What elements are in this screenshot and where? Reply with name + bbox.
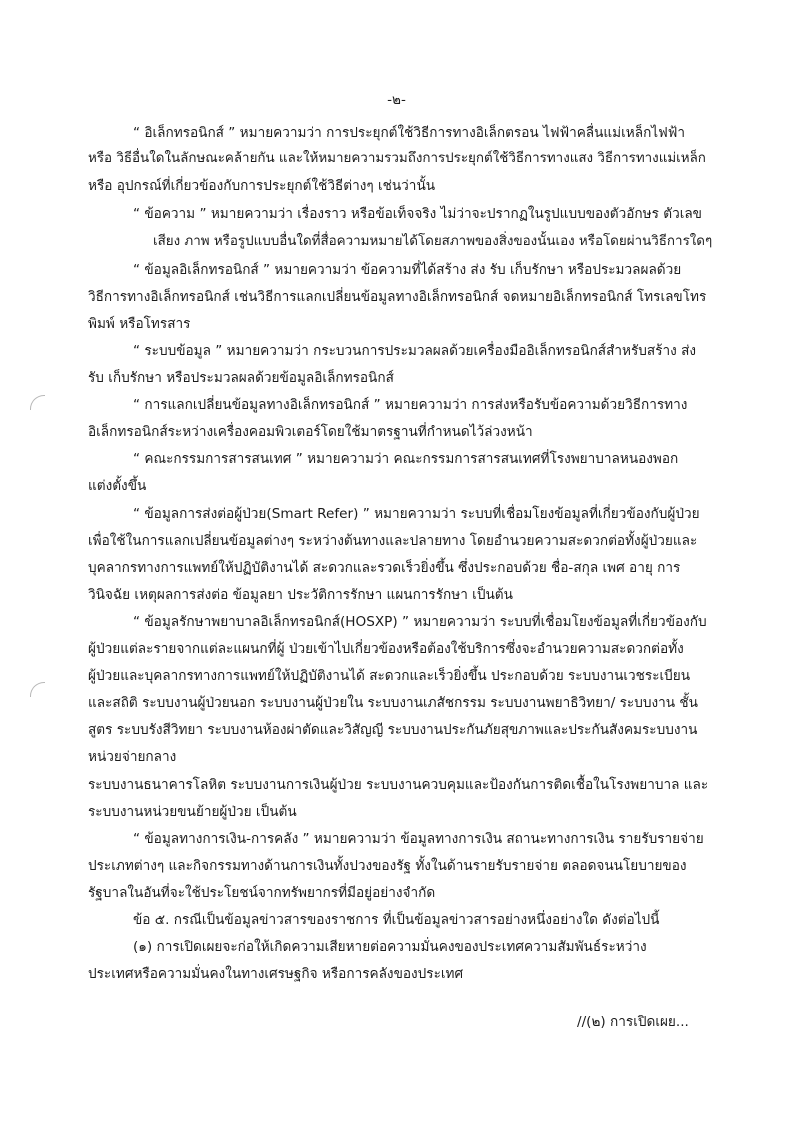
text-line: “ ระบบข้อมูล ” หมายความว่า กระบวนการประมวลผลด้วยเครื่องมืออิเล็กทรอนิกส์สำหรับสร้าง ส่ง [133,343,697,359]
text-line: เสียง ภาพ หรือรูปแบบอื่นใดที่สื่อความหมายได้โดยสภาพของสิ่งของนั้นเอง หรือโดยผ่านวิธีการใดๆ [153,234,713,249]
text-line: ประเทศหรือความมั่นคงในทางเศรษฐกิจ หรือการคลังของประเทศ [88,966,464,982]
text-line: รับ เก็บรักษา หรือประมวลผลด้วยข้อมูลอิเล็กทรอนิกส์ [88,370,394,386]
text-line: วินิจฉัย เหตุผลการส่งต่อ ข้อมูลยา ประวัติการรักษา แผนการรักษา เป็นต้น [88,587,513,603]
continuation-note: //(๒) การเปิดเผย... [577,1014,689,1030]
text-line: “ ข้อมูลรักษาพยาบาลอิเล็กทรอนิกส์(HOSXP) ” หมายความว่า ระบบที่เชื่อมโยงข้อมูลที่เกี่ยวข้องกับ [133,614,707,630]
page-number: -๒- [387,92,406,108]
hole-punch-mark [30,395,45,410]
text-line: “ ข้อความ ” หมายความว่า เรื่องราว หรือข้อเท็จจริง ไม่ว่าจะปรากฏในรูปแบบของตัวอักษร ตัวเลข [133,206,702,222]
text-line: “ อิเล็กทรอนิกส์ ” หมายความว่า การประยุกต์ใช้วิธีการทางอิเล็กตรอน ไฟฟ้าคลื่นแม่เหล็กไฟฟ้า [133,125,686,141]
text-line: “ ข้อมูลอิเล็กทรอนิกส์ ” หมายความว่า ข้อความที่ได้สร้าง ส่ง รับ เก็บรักษา หรือประมวลผลด้วย [133,262,682,278]
text-line: และสถิติ ระบบงานผู้ป่วยนอก ระบบงานผู้ป่วยใน ระบบงานเภสัชกรรม ระบบงานพยาธิวิทยา/ ระบบงาน ชั้น [88,695,698,711]
text-line: “ คณะกรรมการสารสนเทศ ” หมายความว่า คณะกรรมการสารสนเทศที่โรงพยาบาลหนองพอก [133,451,679,467]
text-line: สูตร ระบบรังสีวิทยา ระบบงานห้องผ่าตัดและวิสัญญี ระบบงานประกันภัยสุขภาพและประกันสังคมระบบงาน [88,722,698,738]
text-line: พิมพ์ หรือโทรสาร [88,316,191,332]
text-line: หรือ วิธีอื่นใดในลักษณะคล้ายกัน และให้หมายความรวมถึงการประยุกต์ใช้วิธีการทางแสง วิธีการทางแม่เหล็ก [88,151,706,166]
text-line: ระบบงานธนาคารโลหิต ระบบงานการเงินผู้ป่วย ระบบงานควบคุมและป้องกันการติดเชื้อในโรงพยาบาล และ [88,777,709,793]
text-line: อิเล็กทรอนิกส์ระหว่างเครื่องคอมพิวเตอร์โดยใช้มาตรฐานที่กำหนดไว้ล่วงหน้า [88,424,533,440]
text-line: เพื่อใช้ในการแลกเปลี่ยนข้อมูลต่างๆ ระหว่างต้นทางและปลายทาง โดยอำนวยความสะดวกต่อทั้งผู้ป่วยและ [88,533,698,549]
text-line: “ ข้อมูลการส่งต่อผู้ป่วย(Smart Refer) ” หมายความว่า ระบบที่เชื่อมโยงข้อมูลที่เกี่ยวข้องกับผู้ป่วย [133,506,700,522]
text-line: ผู้ป่วยแต่ละรายจากแต่ละแผนกที่ผู้ ป่วยเข้าไปเกี่ยวข้องหรือต้องใช้บริการซึ่งจะอำนวยความสะดวกต่อทั้ง [88,641,684,657]
text-line: (๑) การเปิดเผยจะก่อให้เกิดความเสียหายต่อความมั่นคงของประเทศความสัมพันธ์ระหว่าง [133,939,647,955]
text-line: หรือ อุปกรณ์ที่เกี่ยวข้องกับการประยุกต์ใช้วิธีต่างๆ เช่นว่านั้น [88,178,436,194]
text-line: รัฐบาลในอันที่จะใช้ประโยชน์จากทรัพยากรที่มีอยู่อย่างจำกัด [88,885,436,901]
text-line: หน่วยจ่ายกลาง [88,749,177,765]
text-line: ประเภทต่างๆ และกิจกรรมทางด้านการเงินทั้งปวงของรัฐ ทั้งในด้านรายรับรายจ่าย ตลอดจนนโยบายของ [88,858,687,874]
text-line: ผู้ป่วยและบุคลากรทางการแพทย์ให้ปฏิบัติงานได้ สะดวกและเร็วยิ่งขึ้น ประกอบด้วย ระบบงานเวชระเบียน [88,668,691,684]
text-line: ระบบงานหน่วยขนย้ายผู้ป่วย เป็นต้น [88,804,297,820]
hole-punch-mark [30,682,45,697]
text-line: วิธีการทางอิเล็กทรอนิกส์ เช่นวิธีการแลกเปลี่ยนข้อมูลทางอิเล็กทรอนิกส์ จดหมายอิเล็กทรอนิกส์ โทรเลขโทร [88,289,707,305]
text-line: ข้อ ๕. กรณีเป็นข้อมูลข่าวสารของราชการ ที่เป็นข้อมูลข่าวสารอย่างหนึ่งอย่างใด ดังต่อไปนี้ [133,912,660,928]
text-line: “ การแลกเปลี่ยนข้อมูลทางอิเล็กทรอนิกส์ ” หมายความว่า การส่งหรือรับข้อความด้วยวิธีการทาง [133,397,688,413]
text-line: “ ข้อมูลทางการเงิน-การคลัง ” หมายความว่า ข้อมูลทางการเงิน สถานะทางการเงิน รายรับรายจ่าย [133,831,704,847]
text-line: แต่งตั้งขึ้น [88,478,147,494]
text-line: บุคลากรทางการแพทย์ให้ปฏิบัติงานได้ สะดวกและรวดเร็วยิ่งขึ้น ซึ่งประกอบด้วย ชื่อ-สกุล เพศ อายุ การ [88,560,681,576]
